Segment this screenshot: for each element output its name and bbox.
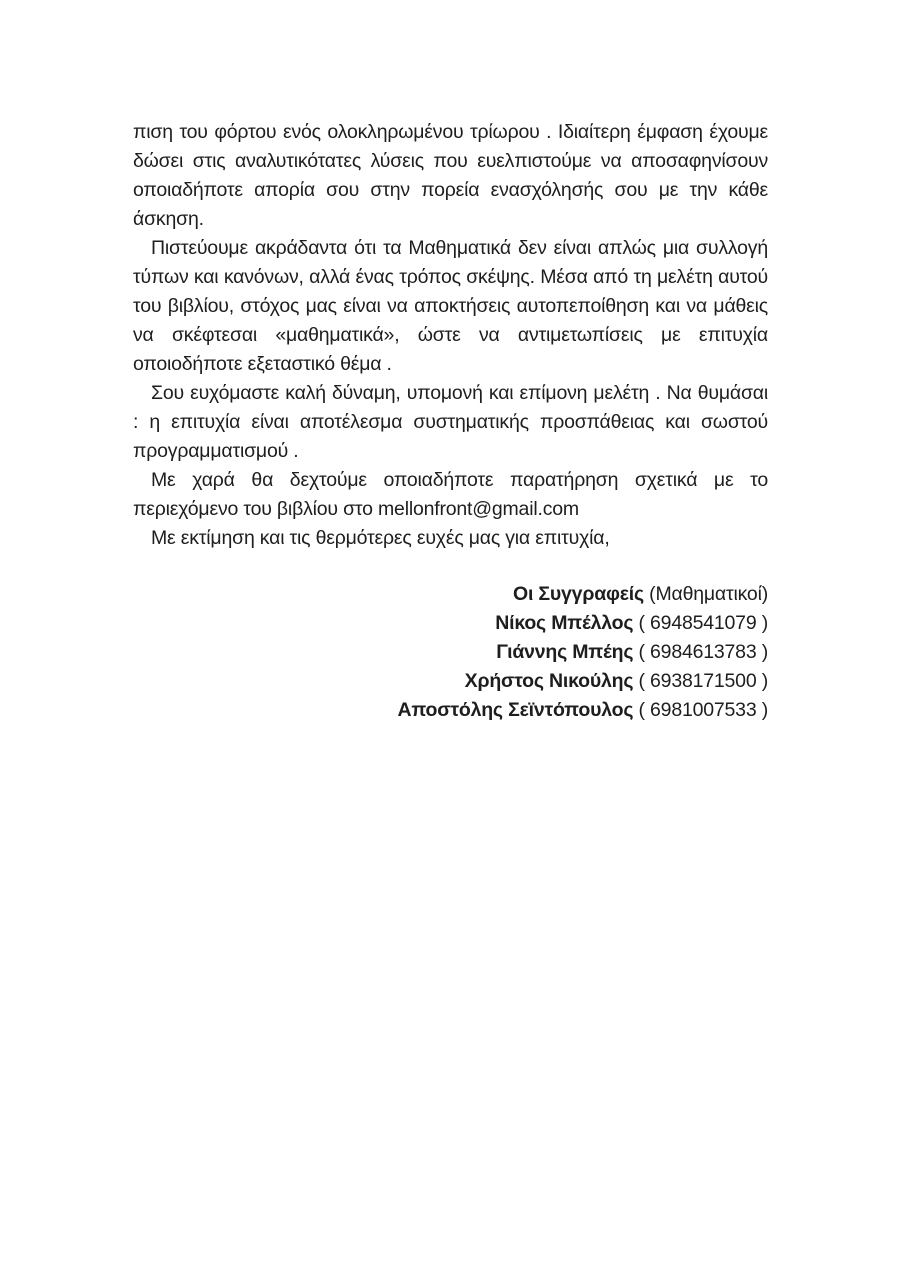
author-phone: ( 6984613783 ) — [633, 641, 768, 663]
signature-line-author-2 — [133, 638, 768, 667]
authors-title: Οι Συγγραφείς — [512, 583, 644, 605]
author-name: Αποστόλης Σεϊντόπουλος — [397, 699, 634, 721]
author-phone: ( 6981007533 ) — [633, 699, 768, 721]
signature-line-author-1 — [133, 609, 768, 638]
author-phone: ( 6948541079 ) — [633, 612, 768, 634]
author-name: Γιάννης Μπέης — [496, 641, 634, 663]
signature-line-authors — [133, 580, 768, 609]
paragraph-closing: Με εκτίμηση και τις θερμότερες ευχές μας για επιτυχία, — [151, 527, 610, 549]
paragraph-wishes: Σου ευχόμαστε καλή δύναμη, υπομονή και επίμονη μελέτη . Να θυμάσαι : η επιτυχία είναι αποτέλεσμα συστηματικής προσπάθειας και σωστού προγραμματισμού . — [133, 382, 768, 462]
contact-text: Με χαρά θα δεχτούμε οποιαδήποτε παρατήρηση σχετικά με το περιεχόμενο του βιβλίου στο — [133, 469, 768, 520]
paragraph-contact — [133, 466, 768, 524]
author-name: Νίκος Μπέλλος — [495, 612, 634, 634]
signature-line-author-3 — [133, 667, 768, 696]
authors-detail: (Μαθηματικοί) — [643, 583, 768, 605]
author-name: Χρήστος Νικούλης — [464, 670, 634, 692]
author-phone: ( 6938171500 ) — [633, 670, 768, 692]
paragraph-philosophy: Πιστεύουμε ακράδαντα ότι τα Μαθηματικά δεν είναι απλώς μια συλλογή τύπων και κανόνων, αλλά ένας τρόπος σκέψης. Μέσα από τη μελέτη αυτού του βιβλίου, στόχος μας είναι να αποκτήσεις αυτοπεποίθηση και να μάθεις να σκέφτεσαι «μαθηματικά», ώστε να αντιμετωπίσεις με επιτυχία οποιοδήποτε εξεταστικό θέμα . — [133, 237, 768, 375]
signature-line-author-4 — [133, 696, 768, 725]
body-text — [133, 118, 768, 553]
email-address: mellonfront@gmail.com — [378, 498, 579, 520]
paragraph-workload: πιση του φόρτου ενός ολοκληρωμένου τρίωρου . Ιδιαίτερη έμφαση έχουμε δώσει στις αναλυτικότατες λύσεις που ευελπιστούμε να αποσαφηνίσουν οποιαδήποτε απορία σου στην πορεία ενασχόλησής σου με την κάθε άσκηση. — [133, 121, 768, 230]
signature-block — [133, 580, 768, 725]
